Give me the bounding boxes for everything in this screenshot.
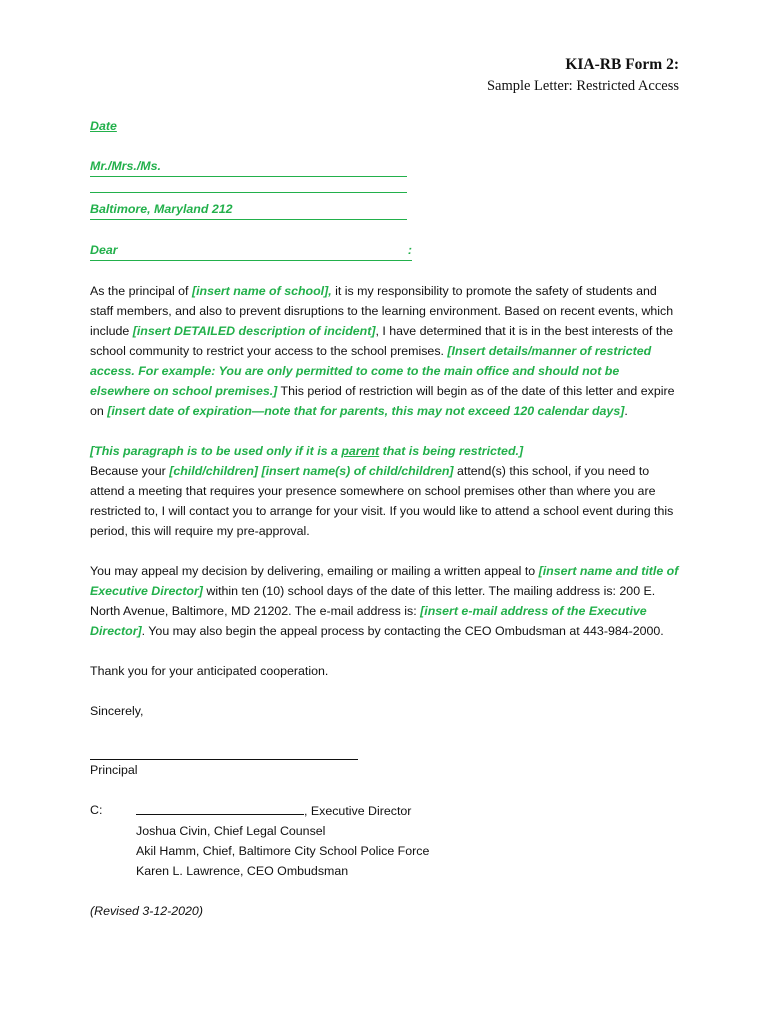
child-names-field[interactable]: [child/children] [insert name(s) of child/children]	[169, 464, 454, 478]
dear-line-field[interactable]	[90, 240, 412, 261]
parent-note-b: parent	[341, 444, 380, 458]
paragraph-parent	[90, 441, 682, 541]
p1-text-2: it is my responsibility to promote the safety of students and staff members, and also to prevent disruptions to the learning environment. Based on recent events, which include	[90, 284, 674, 338]
salutation-line-field[interactable]	[90, 156, 407, 177]
street-line-field[interactable]	[90, 177, 407, 193]
school-name-field[interactable]: [insert name of school],	[191, 284, 332, 298]
p3-text-1: You may appeal my decision by delivering, emailing or mailing a written appeal to	[90, 564, 539, 578]
cc-item-police: Akil Hamm, Chief, Baltimore City School Police Force	[136, 844, 430, 858]
parent-note-c: that is being restricted.]	[379, 444, 524, 458]
date-field[interactable]: Date	[90, 119, 117, 133]
cc-item-legal: Joshua Civin, Chief Legal Counsel	[136, 824, 326, 838]
exec-director-blank[interactable]	[136, 800, 304, 815]
city-label: Baltimore, Maryland 212	[90, 202, 233, 216]
p2-text-2: attend(s) this school, if you need to attend a meeting that requires your presence somewhere on school premises other than where you are restricted to, I will contact you to arrange for your visit. If you would like to attend a school event during this period, this will require my pre-approval.	[90, 464, 674, 538]
p1-text-4: This period of restriction will begin as of the date of this letter and expire on	[90, 384, 675, 418]
cc-label: C:	[90, 803, 103, 817]
paragraph-appeal	[90, 561, 682, 641]
thanks-line: Thank you for your anticipated cooperation.	[90, 664, 329, 678]
city-line-field[interactable]	[90, 199, 407, 220]
salutation-label: Mr./Mrs./Ms.	[90, 159, 161, 173]
cc-block	[90, 800, 682, 881]
p3-text-3: . You may also begin the appeal process by contacting the CEO Ombudsman at 443-984-2000.	[141, 624, 664, 638]
executive-email-field[interactable]: [insert e-mail address of the Executive Director]	[90, 604, 647, 638]
executive-director-field[interactable]: [insert name and title of Executive Director]	[90, 564, 679, 598]
dear-label: Dear	[90, 243, 118, 257]
p3-text-2: within ten (10) school days of the date of this letter. The mailing address is: 200 E. North Avenue, Baltimore, MD 21202. The e-mail address is:	[90, 584, 656, 618]
cc-item-ombudsman: Karen L. Lawrence, CEO Ombudsman	[136, 864, 349, 878]
dear-colon: :	[407, 243, 412, 257]
expiration-date-field[interactable]: [insert date of expiration—note that for parents, this may not exceed 120 calendar days]	[107, 404, 625, 418]
parent-note-a: [This paragraph is to be used only if it is a	[90, 444, 342, 458]
letter-body	[90, 116, 682, 921]
restriction-details-field[interactable]: [Insert details/manner of restricted access. For example: You are only permitted to come to the main office and should not be elsewhere on school premises.]	[90, 344, 652, 398]
paragraph-principal	[90, 281, 682, 421]
p1-text-3: , I have determined that it is in the best interests of the school community to restrict your access to the school premises.	[90, 324, 674, 358]
p2-text-1: Because your	[90, 464, 170, 478]
form-title: KIA-RB Form 2:	[565, 56, 679, 73]
cc-list	[136, 800, 429, 881]
sincerely-line: Sincerely,	[90, 704, 144, 718]
revised-date: (Revised 3-12-2020)	[90, 904, 203, 918]
exec-director-suffix: , Executive Director	[304, 804, 412, 818]
form-subtitle: Sample Letter: Restricted Access	[486, 78, 679, 94]
incident-description-field[interactable]: [insert DETAILED description of incident]	[132, 324, 376, 338]
p1-text-1: As the principal of	[90, 284, 192, 298]
p1-text-5: .	[624, 404, 628, 418]
principal-label: Principal	[90, 763, 138, 777]
signature-line[interactable]	[90, 741, 358, 760]
